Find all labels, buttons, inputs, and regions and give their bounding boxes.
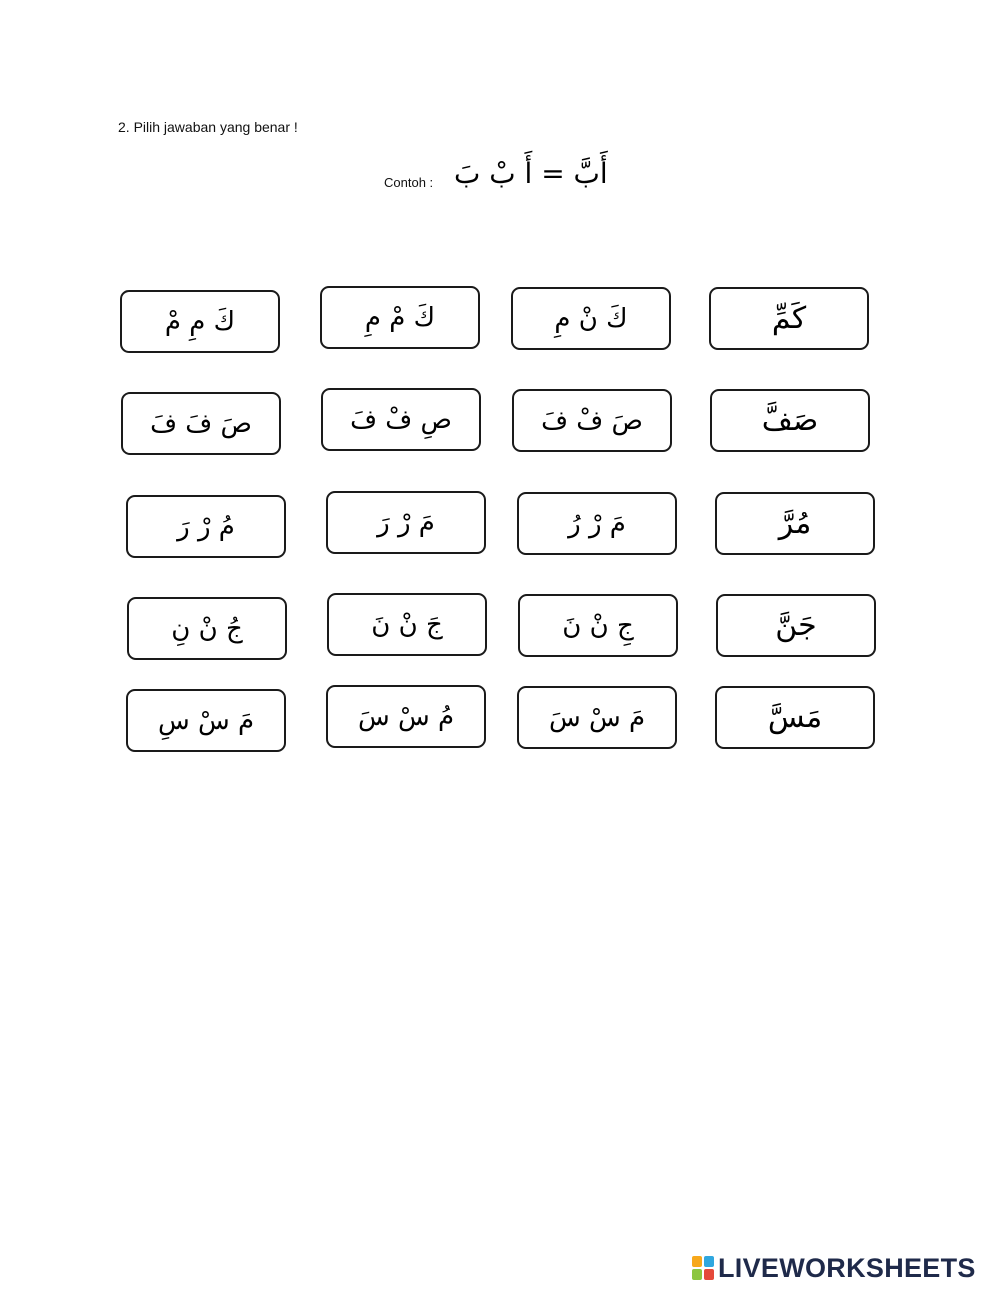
option-text: مُ رْ رَ bbox=[177, 511, 235, 542]
option-card-r5-c1[interactable] bbox=[126, 689, 286, 752]
word-text: صَفَّ bbox=[761, 402, 819, 438]
option-card-r3-c2[interactable] bbox=[326, 491, 486, 554]
option-text: مُ سْ سَ bbox=[357, 701, 455, 732]
option-card-r3-c1[interactable] bbox=[126, 495, 286, 558]
option-text: صَ فَ فَ bbox=[150, 408, 252, 439]
logo-square-icon bbox=[704, 1256, 714, 1267]
option-card-r5-c2[interactable] bbox=[326, 685, 486, 748]
option-text: جَ نْ نَ bbox=[371, 609, 443, 640]
option-card-r2-c1[interactable] bbox=[121, 392, 281, 455]
liveworksheets-logo bbox=[692, 1253, 976, 1283]
word-card-r3 bbox=[715, 492, 875, 555]
example-section bbox=[384, 152, 644, 198]
option-text: جُ نْ نِ bbox=[171, 613, 243, 644]
word-text: مُرَّ bbox=[778, 505, 812, 541]
option-card-r1-c1[interactable] bbox=[120, 290, 280, 353]
option-text: مَ سْ سَ bbox=[548, 702, 646, 733]
word-text: مَسَّ bbox=[767, 699, 823, 735]
option-text: كَ نْ مِ bbox=[554, 303, 628, 334]
logo-square-icon bbox=[692, 1256, 702, 1267]
logo-square-icon bbox=[704, 1269, 714, 1280]
option-text: مَ رْ رُ bbox=[568, 508, 626, 539]
option-text: كَ مْ مِ bbox=[364, 302, 436, 333]
option-text: مَ رْ رَ bbox=[377, 507, 435, 538]
word-card-r4 bbox=[716, 594, 876, 657]
option-card-r1-c3[interactable] bbox=[511, 287, 671, 350]
option-text: صِ فْ فَ bbox=[350, 404, 452, 435]
word-text: جَنَّ bbox=[775, 607, 817, 643]
option-card-r2-c2[interactable] bbox=[321, 388, 481, 451]
liveworksheets-icon bbox=[692, 1256, 714, 1280]
option-card-r4-c2[interactable] bbox=[327, 593, 487, 656]
logo-square-icon bbox=[692, 1269, 702, 1280]
option-card-r3-c3[interactable] bbox=[517, 492, 677, 555]
option-text: صَ فْ فَ bbox=[541, 405, 643, 436]
example-label: Contoh : bbox=[384, 175, 434, 190]
option-text: كَ مِ مْ bbox=[164, 306, 236, 337]
option-text: مَ سْ سِ bbox=[157, 705, 255, 736]
option-card-r2-c3[interactable] bbox=[512, 389, 672, 452]
word-card-r2 bbox=[710, 389, 870, 452]
instruction-text: 2. Pilih jawaban yang benar ! bbox=[118, 119, 298, 135]
word-card-r1 bbox=[709, 287, 869, 350]
option-card-r1-c2[interactable] bbox=[320, 286, 480, 349]
option-card-r4-c1[interactable] bbox=[127, 597, 287, 660]
option-card-r5-c3[interactable] bbox=[517, 686, 677, 749]
example-arabic: أَبَّ = أَ بْ بَ bbox=[454, 157, 608, 190]
word-text: كَمِّ bbox=[771, 300, 807, 336]
option-text: جِ نْ نَ bbox=[562, 610, 634, 641]
word-card-r5 bbox=[715, 686, 875, 749]
option-card-r4-c3[interactable] bbox=[518, 594, 678, 657]
brand-name: LIVEWORKSHEETS bbox=[718, 1252, 976, 1283]
